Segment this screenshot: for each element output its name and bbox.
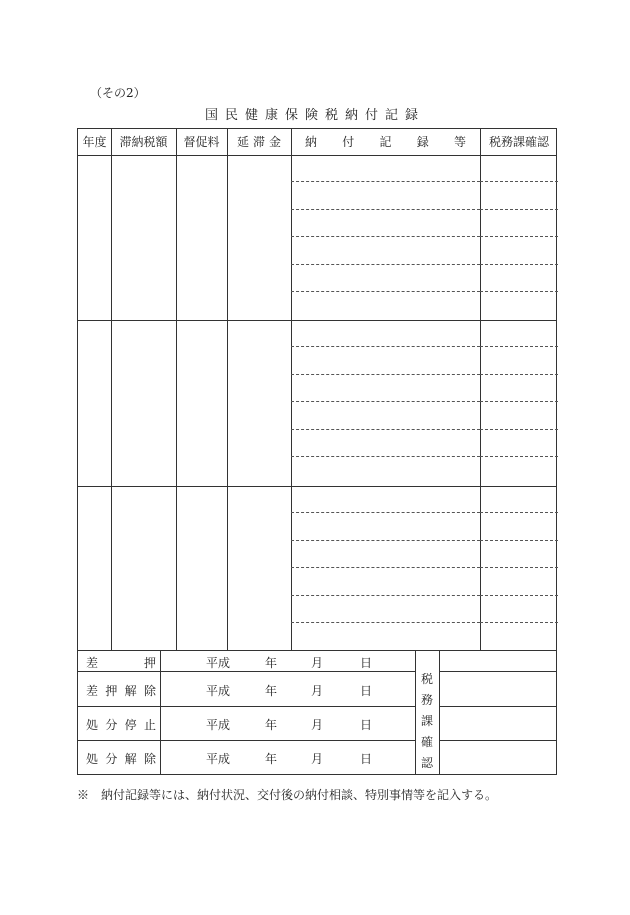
dashed-rule — [291, 540, 480, 541]
row-divider — [439, 706, 557, 707]
footnote: ※ 納付記録等には、納付状況、交付後の納付相談、特別事情等を記入する。 — [77, 788, 498, 802]
dashed-rule — [480, 181, 558, 182]
dashed-rule — [291, 401, 480, 402]
row-label-seizure-release: 差 押 解 除 — [86, 684, 156, 698]
header-reminder-fee: 督促料 — [183, 135, 220, 149]
date-era: 平成 — [206, 752, 231, 766]
dashed-rule — [480, 374, 558, 375]
row-label-disposition-suspend: 処 分 停 止 — [86, 718, 156, 732]
row-divider — [78, 706, 415, 707]
header-arrears: 滞納税額 — [119, 135, 168, 149]
row-divider — [439, 740, 557, 741]
dashed-rule — [480, 209, 558, 210]
dashed-rule — [480, 346, 558, 347]
col-divider — [439, 651, 440, 774]
vertical-tax-check-label: 税 務 課 確 認 — [420, 672, 433, 770]
dashed-rule — [291, 181, 480, 182]
col-divider — [111, 129, 112, 650]
date-day: 日 — [360, 752, 373, 766]
row-divider — [78, 740, 415, 741]
col-divider — [176, 129, 177, 650]
dashed-rule — [480, 291, 558, 292]
dashed-rule — [291, 291, 480, 292]
date-year: 年 — [265, 684, 278, 698]
date-day: 日 — [360, 718, 373, 732]
date-month: 月 — [311, 656, 324, 670]
dashed-rule — [480, 595, 558, 596]
header-divider — [78, 155, 556, 156]
dashed-rule — [480, 512, 558, 513]
header-tax-check: 税務課確認 — [488, 135, 549, 149]
dashed-rule — [480, 456, 558, 457]
date-era: 平成 — [206, 718, 231, 732]
header-year: 年度 — [82, 135, 107, 149]
date-year: 年 — [265, 752, 278, 766]
dashed-rule — [291, 236, 480, 237]
date-month: 月 — [311, 718, 324, 732]
date-era: 平成 — [206, 684, 231, 698]
date-month: 月 — [311, 752, 324, 766]
col-divider — [160, 651, 161, 774]
dashed-rule — [291, 595, 480, 596]
date-day: 日 — [360, 684, 373, 698]
row-divider — [439, 671, 557, 672]
col-divider — [480, 129, 481, 650]
date-era: 平成 — [206, 656, 231, 670]
date-year: 年 — [265, 656, 278, 670]
form-title: 国民健康保険税納付記録 — [204, 108, 425, 123]
disposition-table — [77, 651, 557, 775]
dashed-rule — [480, 567, 558, 568]
page-label: （その2） — [90, 86, 146, 100]
col-divider — [227, 129, 228, 650]
row-label-disposition-release: 処 分 解 除 — [86, 752, 156, 766]
row-divider — [78, 671, 415, 672]
col-divider — [291, 129, 292, 650]
dashed-rule — [291, 512, 480, 513]
date-month: 月 — [311, 684, 324, 698]
dashed-rule — [291, 374, 480, 375]
dashed-rule — [480, 540, 558, 541]
dashed-rule — [291, 567, 480, 568]
dashed-rule — [291, 622, 480, 623]
dashed-rule — [480, 401, 558, 402]
section-divider — [78, 320, 556, 321]
date-year: 年 — [265, 718, 278, 732]
dashed-rule — [291, 429, 480, 430]
dashed-rule — [480, 236, 558, 237]
section-divider — [78, 486, 556, 487]
payment-record-table — [77, 128, 557, 651]
dashed-rule — [291, 209, 480, 210]
dashed-rule — [480, 429, 558, 430]
header-late-fee: 延 滞 金 — [237, 135, 281, 149]
dashed-rule — [291, 346, 480, 347]
header-payment-record: 納 付 記 録 等 — [305, 135, 466, 149]
dashed-rule — [480, 622, 558, 623]
date-day: 日 — [360, 656, 373, 670]
row-label-seizure: 差 押 — [86, 656, 156, 670]
dashed-rule — [480, 264, 558, 265]
dashed-rule — [291, 264, 480, 265]
dashed-rule — [291, 456, 480, 457]
